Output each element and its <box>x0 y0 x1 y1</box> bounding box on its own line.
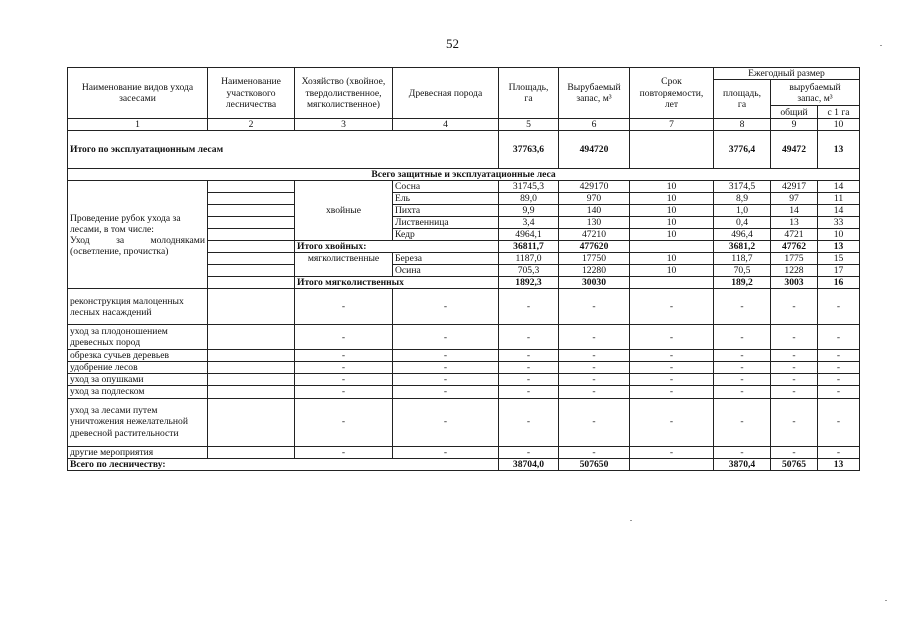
volume-cell: 47210 <box>559 229 630 241</box>
table-row <box>68 374 860 386</box>
measure-label: уход за подлеском <box>68 386 208 398</box>
header-area: Площадь, га <box>499 68 559 119</box>
dash-cell: - <box>818 325 860 350</box>
measure-label: реконструкция малоценных лесных насаждений <box>68 289 208 325</box>
dash-cell: - <box>714 446 771 458</box>
dash-cell: - <box>630 374 714 386</box>
dash-cell: - <box>630 325 714 350</box>
exploit-total-per-ha: 13 <box>818 131 860 169</box>
exploit-total-label: Итого по эксплуатационным лесам <box>68 131 499 169</box>
exploit-total-volume: 494720 <box>559 131 630 169</box>
annual-total-cell: 47762 <box>771 241 818 253</box>
per-ha-cell: 16 <box>818 277 860 289</box>
area-cell: 31745,3 <box>499 181 559 193</box>
volume-cell: 140 <box>559 205 630 217</box>
table-row <box>68 325 860 350</box>
dash-cell: - <box>714 350 771 362</box>
species-cell: Береза <box>393 253 499 265</box>
header-annual-area: площадь, га <box>714 80 771 119</box>
district-cell <box>208 265 295 277</box>
dash-cell: - <box>818 362 860 374</box>
dash-cell: - <box>499 325 559 350</box>
dash-cell: - <box>499 362 559 374</box>
dash-cell: - <box>630 289 714 325</box>
dash-cell: - <box>714 386 771 398</box>
scan-speck <box>630 520 632 521</box>
annual-area-cell: 3681,2 <box>714 241 771 253</box>
dash-cell: - <box>771 398 818 446</box>
column-number: 5 <box>499 119 559 131</box>
column-number: 9 <box>771 119 818 131</box>
measure-label: уход за плодоношением древесных пород <box>68 325 208 350</box>
district-cell <box>208 446 295 458</box>
exploit-total-annual-total: 49472 <box>771 131 818 169</box>
dash-cell: - <box>818 386 860 398</box>
dash-cell: - <box>499 386 559 398</box>
area-cell: 36811,7 <box>499 241 559 253</box>
district-cell <box>208 289 295 325</box>
dash-cell: - <box>393 289 499 325</box>
dash-cell: - <box>630 350 714 362</box>
thinning-label: Проведение рубок ухода за лесами, в том числе: <box>70 212 181 235</box>
district-cell <box>208 229 295 241</box>
area-cell: 705,3 <box>499 265 559 277</box>
volume-cell: 30030 <box>559 277 630 289</box>
dash-cell: - <box>559 325 630 350</box>
page-number: 52 <box>446 36 459 51</box>
dash-cell: - <box>393 386 499 398</box>
header-care-type: Наименование видов ухода засесами <box>68 68 208 119</box>
volume-cell: 477620 <box>559 241 630 253</box>
dash-cell: - <box>295 446 393 458</box>
dash-cell: - <box>295 350 393 362</box>
period-cell <box>630 241 714 253</box>
softwood-label: мягколиственные <box>295 253 393 277</box>
volume-cell: 507650 <box>559 458 630 470</box>
species-cell: Осина <box>393 265 499 277</box>
grand-total-row <box>68 458 860 470</box>
district-cell <box>208 217 295 229</box>
column-number: 8 <box>714 119 771 131</box>
district-cell <box>208 241 295 253</box>
dash-cell: - <box>499 446 559 458</box>
district-cell <box>208 277 295 289</box>
dash-cell: - <box>771 325 818 350</box>
column-number: 2 <box>208 119 295 131</box>
area-cell: 3,4 <box>499 217 559 229</box>
exploit-total-annual-area: 3776,4 <box>714 131 771 169</box>
measure-label: обрезка сучьев деревьев <box>68 350 208 362</box>
volume-cell: 12280 <box>559 265 630 277</box>
district-cell <box>208 350 295 362</box>
dash-cell: - <box>393 374 499 386</box>
dash-cell: - <box>818 446 860 458</box>
scan-speck <box>880 45 882 46</box>
district-cell <box>208 325 295 350</box>
table-row <box>68 446 860 458</box>
annual-area-cell: 3870,4 <box>714 458 771 470</box>
dash-cell: - <box>714 398 771 446</box>
area-cell: 38704,0 <box>499 458 559 470</box>
dash-cell: - <box>295 386 393 398</box>
column-number: 1 <box>68 119 208 131</box>
dash-cell: - <box>771 362 818 374</box>
conifer-label: хвойные <box>295 181 393 241</box>
header-economy: Хозяйство (хвойное, твердолиственное, мягколиственное) <box>295 68 393 119</box>
species-cell: Кедр <box>393 229 499 241</box>
annual-area-cell: 118,7 <box>714 253 771 265</box>
annual-area-cell: 1,0 <box>714 205 771 217</box>
area-cell: 89,0 <box>499 193 559 205</box>
area-cell: 1187,0 <box>499 253 559 265</box>
period-cell: 10 <box>630 217 714 229</box>
district-cell <box>208 181 295 193</box>
measure-label: уход за опушками <box>68 374 208 386</box>
dash-cell: - <box>295 362 393 374</box>
period-cell <box>630 277 714 289</box>
exploit-total-row <box>68 131 860 169</box>
table-row <box>68 362 860 374</box>
species-cell: Пихта <box>393 205 499 217</box>
exploit-total-period <box>630 131 714 169</box>
dash-cell: - <box>771 386 818 398</box>
dash-cell: - <box>393 362 499 374</box>
column-number: 6 <box>559 119 630 131</box>
dash-cell: - <box>559 350 630 362</box>
header-district: Наименование участкового лесничества <box>208 68 295 119</box>
annual-total-cell: 13 <box>771 217 818 229</box>
volume-cell: 429170 <box>559 181 630 193</box>
dash-cell: - <box>295 289 393 325</box>
header-per-ha: с 1 га <box>818 106 860 119</box>
per-ha-cell: 10 <box>818 229 860 241</box>
species-cell: Ель <box>393 193 499 205</box>
measure-label: уход за лесами путем уничтожения нежелательной древесной растительности <box>68 398 208 446</box>
area-cell: 1892,3 <box>499 277 559 289</box>
volume-cell: 130 <box>559 217 630 229</box>
period-cell: 10 <box>630 265 714 277</box>
measure-label: другие мероприятия <box>68 446 208 458</box>
table-row <box>68 350 860 362</box>
annual-area-cell: 496,4 <box>714 229 771 241</box>
scan-speck <box>885 600 887 601</box>
header-annual: Ежегодный размер <box>714 68 860 80</box>
dash-cell: - <box>714 374 771 386</box>
dash-cell: - <box>295 398 393 446</box>
district-cell <box>208 253 295 265</box>
section-title: Всего защитные и эксплуатационные леса <box>68 169 860 181</box>
grand-total-label: Всего по лесничеству: <box>68 458 499 470</box>
district-cell <box>208 193 295 205</box>
thinning-label-cell <box>68 181 208 289</box>
volume-cell: 970 <box>559 193 630 205</box>
annual-total-cell: 4721 <box>771 229 818 241</box>
period-cell: 10 <box>630 193 714 205</box>
dash-cell: - <box>771 350 818 362</box>
dash-cell: - <box>295 374 393 386</box>
exploit-total-area: 37763,6 <box>499 131 559 169</box>
per-ha-cell: 17 <box>818 265 860 277</box>
dash-cell: - <box>630 386 714 398</box>
dash-cell: - <box>393 446 499 458</box>
annual-area-cell: 70,5 <box>714 265 771 277</box>
annual-total-cell: 1228 <box>771 265 818 277</box>
dash-cell: - <box>714 362 771 374</box>
header-period: Срок повторяемости, лет <box>630 68 714 119</box>
column-number: 7 <box>630 119 714 131</box>
header-volume: Вырубаемый запас, м³ <box>559 68 630 119</box>
district-cell <box>208 374 295 386</box>
district-cell <box>208 398 295 446</box>
table-row <box>68 386 860 398</box>
dash-cell: - <box>499 350 559 362</box>
period-cell: 10 <box>630 205 714 217</box>
annual-area-cell: 0,4 <box>714 217 771 229</box>
dash-cell: - <box>559 398 630 446</box>
forest-care-table <box>67 67 860 471</box>
dash-cell: - <box>818 374 860 386</box>
annual-total-cell: 97 <box>771 193 818 205</box>
dash-cell: - <box>771 289 818 325</box>
header-annual-volume: вырубаемый запас, м³ <box>771 80 860 106</box>
per-ha-cell: 13 <box>818 458 860 470</box>
district-cell <box>208 386 295 398</box>
annual-total-cell: 1775 <box>771 253 818 265</box>
period-cell: 10 <box>630 253 714 265</box>
area-cell: 4964,1 <box>499 229 559 241</box>
dash-cell: - <box>499 398 559 446</box>
column-number: 4 <box>393 119 499 131</box>
species-cell: Лиственница <box>393 217 499 229</box>
table-row <box>68 398 860 446</box>
dash-cell: - <box>818 398 860 446</box>
annual-area-cell: 8,9 <box>714 193 771 205</box>
dash-cell: - <box>818 350 860 362</box>
dash-cell: - <box>714 325 771 350</box>
dash-cell: - <box>393 325 499 350</box>
dash-cell: - <box>559 386 630 398</box>
annual-total-cell: 50765 <box>771 458 818 470</box>
dash-cell: - <box>630 398 714 446</box>
column-number: 10 <box>818 119 860 131</box>
header-total: общий <box>771 106 818 119</box>
annual-area-cell: 189,2 <box>714 277 771 289</box>
dash-cell: - <box>559 446 630 458</box>
per-ha-cell: 15 <box>818 253 860 265</box>
per-ha-cell: 11 <box>818 193 860 205</box>
dash-cell: - <box>771 446 818 458</box>
per-ha-cell: 33 <box>818 217 860 229</box>
header-species: Древесная порода <box>393 68 499 119</box>
annual-total-cell: 3003 <box>771 277 818 289</box>
annual-area-cell: 3174,5 <box>714 181 771 193</box>
young-stand-label: Уход за молодняками (осветление, прочистка) <box>70 234 205 257</box>
table-row <box>68 289 860 325</box>
softwood-total-label: Итого мягколиственных <box>295 277 499 289</box>
dash-cell: - <box>499 289 559 325</box>
dash-cell: - <box>393 350 499 362</box>
conifer-total-label: Итого хвойных: <box>295 241 499 253</box>
per-ha-cell: 14 <box>818 181 860 193</box>
period-cell: 10 <box>630 229 714 241</box>
dash-cell: - <box>559 374 630 386</box>
district-cell <box>208 205 295 217</box>
column-number: 3 <box>295 119 393 131</box>
dash-cell: - <box>714 289 771 325</box>
species-cell: Сосна <box>393 181 499 193</box>
dash-cell: - <box>393 398 499 446</box>
per-ha-cell: 14 <box>818 205 860 217</box>
period-cell: 10 <box>630 181 714 193</box>
table-row <box>68 181 860 193</box>
dash-cell: - <box>559 289 630 325</box>
volume-cell: 17750 <box>559 253 630 265</box>
dash-cell: - <box>499 374 559 386</box>
annual-total-cell: 14 <box>771 205 818 217</box>
period-cell <box>630 458 714 470</box>
dash-cell: - <box>771 374 818 386</box>
annual-total-cell: 42917 <box>771 181 818 193</box>
district-cell <box>208 362 295 374</box>
dash-cell: - <box>818 289 860 325</box>
dash-cell: - <box>295 325 393 350</box>
dash-cell: - <box>559 362 630 374</box>
per-ha-cell: 13 <box>818 241 860 253</box>
area-cell: 9,9 <box>499 205 559 217</box>
dash-cell: - <box>630 446 714 458</box>
measure-label: удобрение лесов <box>68 362 208 374</box>
dash-cell: - <box>630 362 714 374</box>
